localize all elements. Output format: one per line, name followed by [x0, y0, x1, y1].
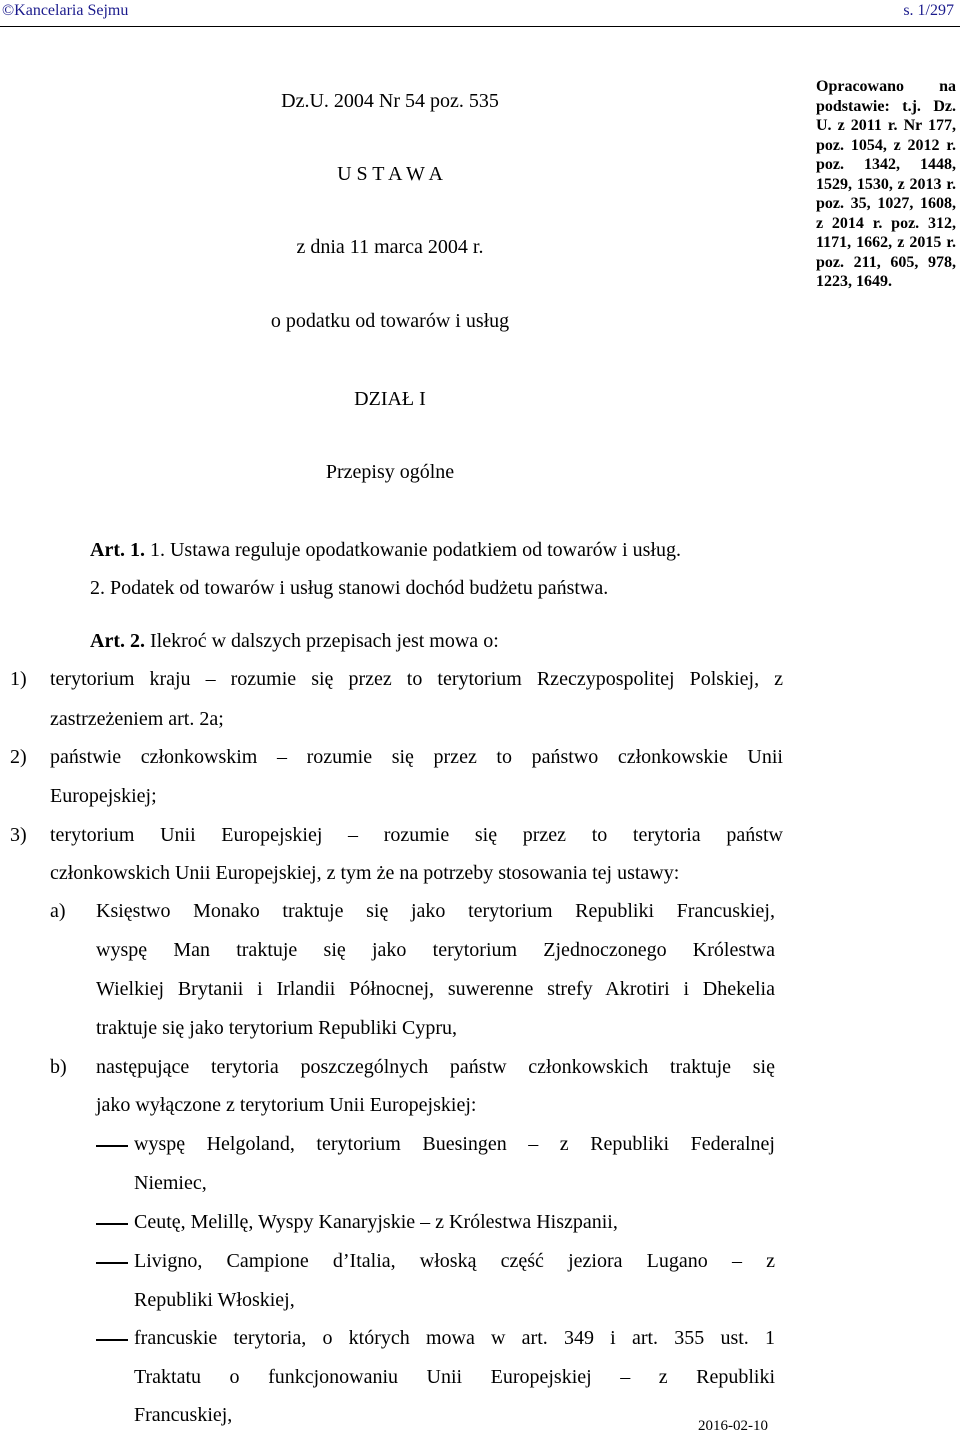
- art1-p1: [90, 539, 681, 562]
- act-type: U S T A W A: [337, 163, 443, 185]
- page-header: [0, 0, 960, 27]
- item-3-number: 3): [10, 824, 27, 846]
- dash-marker: [96, 1339, 128, 1341]
- publisher-label: ©Kancelaria Sejmu: [2, 2, 129, 19]
- page-number: s. 1/297: [903, 2, 954, 19]
- dash-item-4-line-2: Traktatu o funkcjonowaniu Unii Europejskiej – z Republiki: [134, 1366, 775, 1388]
- sub-b-line-1: następujące terytoria poszczególnych państw członkowskich traktuje się: [96, 1056, 775, 1078]
- dash-item-3-line-2: Republiki Włoskiej,: [134, 1289, 295, 1311]
- item-1-line-2: zastrzeżeniem art. 2a;: [50, 708, 224, 730]
- dash-item-3-line-1: Livigno, Campione d’Italia, włoską część jeziora Lugano – z: [134, 1250, 775, 1272]
- sub-b-letter: b): [50, 1056, 67, 1078]
- sub-a-line-2: wyspę Man traktuje się jako terytorium Zjednoczonego Królestwa: [96, 939, 775, 961]
- division-number: DZIAŁ I: [354, 388, 426, 410]
- sub-a-line-4: traktuje się jako terytorium Republiki Cypru,: [96, 1017, 458, 1039]
- item-3-line-2: członkowskich Unii Europejskiej, z tym że na potrzeby stosowania tej ustawy:: [50, 862, 680, 884]
- art1-label: Art. 1.: [90, 539, 145, 561]
- dash-item-1-line-2: Niemiec,: [134, 1172, 207, 1194]
- item-2-number: 2): [10, 746, 27, 768]
- art1-p1-text: 1. Ustawa reguluje opodatkowanie podatkiem od towarów i usług.: [149, 539, 681, 561]
- dash-marker: [96, 1223, 128, 1225]
- sub-a-line-1: Księstwo Monako traktuje się jako terytorium Republiki Francuskiej,: [96, 900, 775, 922]
- sub-a-letter: a): [50, 900, 66, 922]
- art1-p2: 2. Podatek od towarów i usług stanowi dochód budżetu państwa.: [90, 577, 609, 599]
- dash-item-4-line-1: francuskie terytoria, o których mowa w art. 349 i art. 355 ust. 1: [134, 1327, 775, 1349]
- art2-intro-text: Ilekroć w dalszych przepisach jest mowa o:: [149, 630, 499, 652]
- document-date: 2016-02-10: [698, 1418, 768, 1434]
- dash-item-1-line-1: wyspę Helgoland, terytorium Buesingen – z Republiki Federalnej: [134, 1133, 775, 1155]
- division-title: Przepisy ogólne: [325, 461, 455, 483]
- journal-reference: Dz.U. 2004 Nr 54 poz. 535: [281, 90, 499, 112]
- dash-item-4-line-3: Francuskiej,: [134, 1404, 233, 1426]
- sub-b-line-2: jako wyłączone z terytorium Unii Europejskiej:: [96, 1094, 477, 1116]
- act-date: z dnia 11 marca 2004 r.: [296, 236, 484, 258]
- act-subject: o podatku od towarów i usług: [270, 310, 510, 332]
- source-note: Opracowano na podstawie: t.j. Dz. U. z 2011 r. Nr 177, poz. 1054, z 2012 r. poz. 1342, 1448, 1529, 1530, z 2013 r. poz. 35, 1027, 1608, z 2014 r. poz. 312, 1171, 1662, z 2015 r. poz. 211, 605, 978, 1223, 1649.: [816, 78, 956, 290]
- dash-marker: [96, 1145, 128, 1147]
- item-3-line-1: terytorium Unii Europejskiej – rozumie się przez to terytoria państw: [50, 824, 783, 846]
- art2-intro: [90, 630, 499, 653]
- item-1-number: 1): [10, 668, 27, 690]
- dash-marker: [96, 1262, 128, 1264]
- item-2-line-1: państwie członkowskim – rozumie się przez to państwo członkowskie Unii: [50, 746, 783, 768]
- item-2-line-2: Europejskiej;: [50, 785, 157, 807]
- art2-label: Art. 2.: [90, 630, 145, 652]
- dash-item-2-line-1: Ceutę, Melillę, Wyspy Kanaryjskie – z Królestwa Hiszpanii,: [134, 1211, 618, 1233]
- sub-a-line-3: Wielkiej Brytanii i Irlandii Północnej, suwerenne strefy Akrotiri i Dhekelia: [96, 978, 775, 1000]
- item-1-line-1: terytorium kraju – rozumie się przez to terytorium Rzeczypospolitej Polskiej, z: [50, 668, 783, 690]
